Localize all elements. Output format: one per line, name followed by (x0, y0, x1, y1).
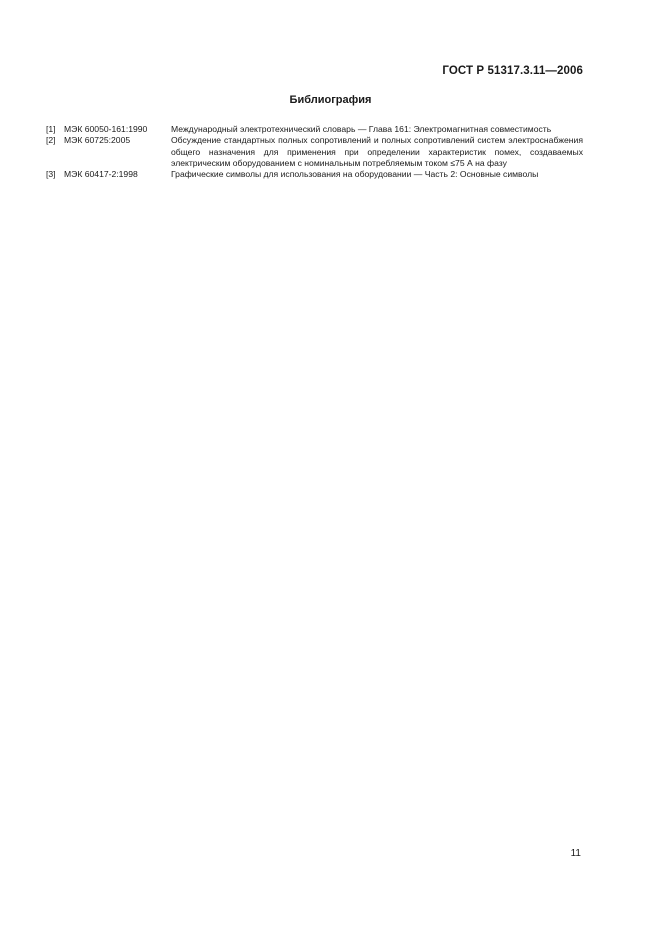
bibliography-list (46, 124, 583, 180)
entry-number: [2] (46, 135, 56, 146)
entry-reference: МЭК 60417-2:1998 (64, 169, 138, 180)
entry-number: [1] (46, 124, 56, 134)
bibliography-entry (46, 135, 583, 169)
entry-reference: МЭК 60725:2005 (64, 135, 131, 146)
section-title: Библиография (289, 94, 372, 106)
document-header: ГОСТ Р 51317.3.11—2006 (442, 65, 583, 77)
entry-title: Международный электротехнический словарь — Глава 161: Электромагнитная совместимость (171, 124, 552, 134)
entry-reference: МЭК 60050-161:1990 (64, 124, 148, 134)
entry-title: Графические символы для использования на оборудовании — Часть 2: Основные символы (171, 169, 539, 180)
page-number: 11 (570, 848, 581, 859)
bibliography-entry (46, 169, 583, 180)
entry-number: [3] (46, 169, 56, 180)
entry-title: Обсуждение стандартных полных сопротивлений и полных сопротивлений систем электроснабжения общего назначения для применения при определении характеристик помех, создаваемых электрическим оборудованием с номинальным потребляемым током ≤75 А на фазу (171, 135, 583, 168)
bibliography-entry (46, 124, 583, 135)
